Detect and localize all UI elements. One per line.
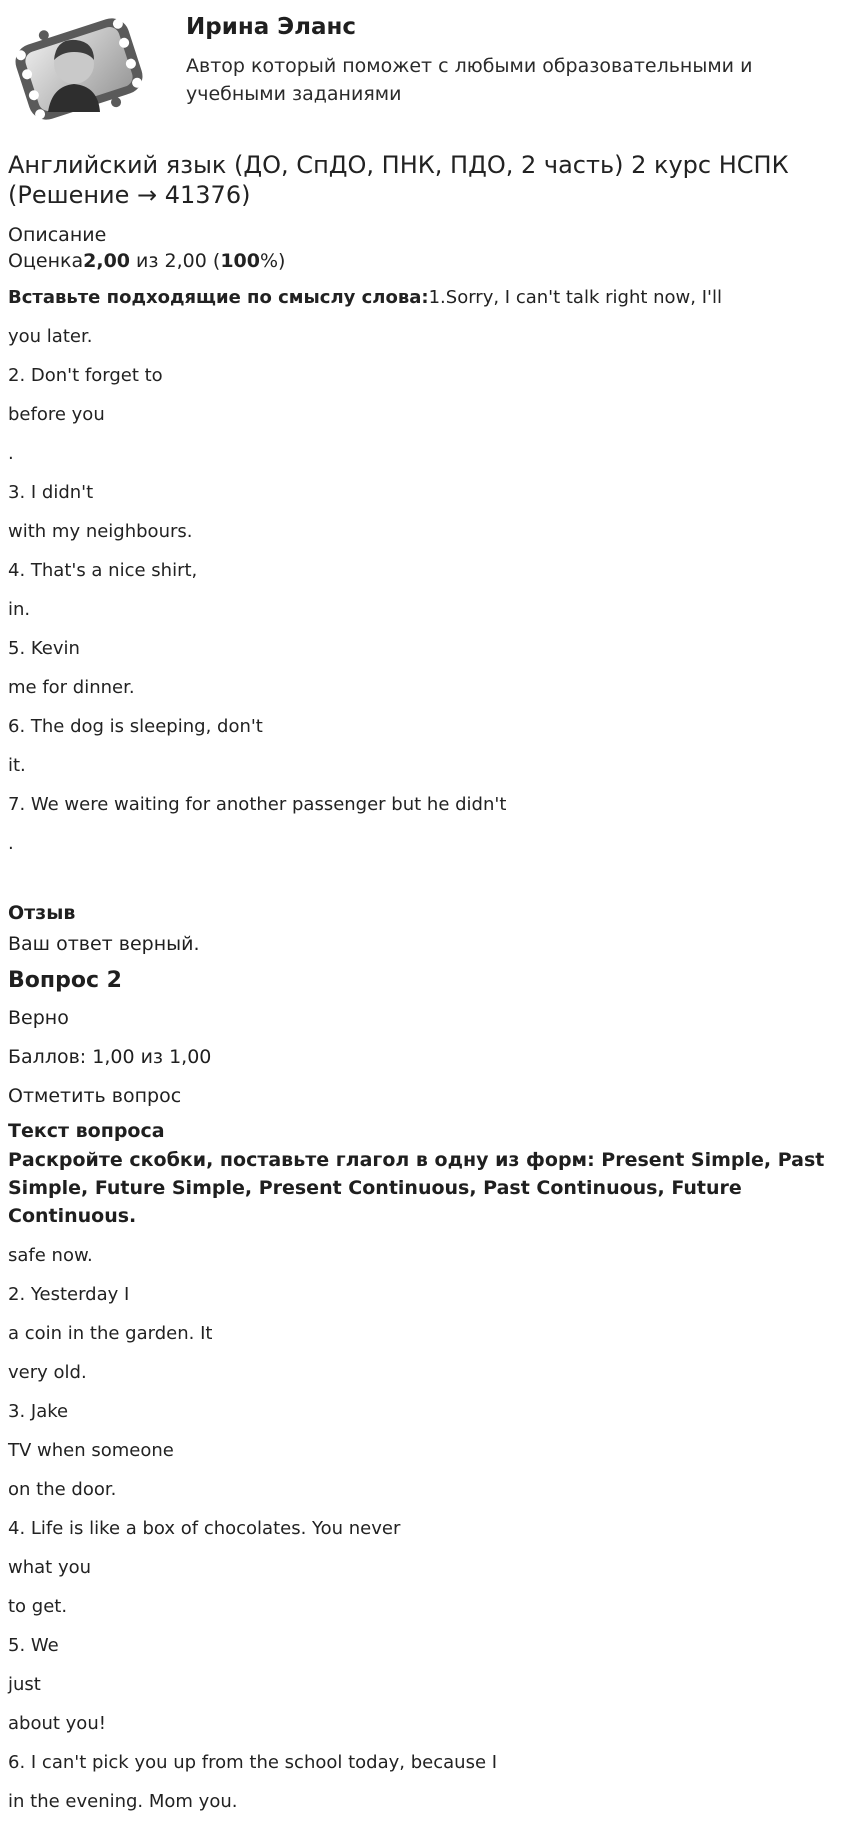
question-line: 6. The dog is sleeping, don't bbox=[8, 716, 263, 737]
question-line: 5. We bbox=[8, 1635, 59, 1656]
question-line: . bbox=[8, 833, 14, 854]
author-name[interactable]: Ирина Эланс bbox=[186, 14, 357, 40]
question-line: 4. That's a nice shirt, bbox=[8, 560, 198, 581]
question-line: very old. bbox=[8, 1362, 87, 1383]
question-2 bbox=[8, 963, 838, 1821]
question-2-title: Вопрос 2 bbox=[8, 968, 122, 993]
question-line: 6. I can't pick you up from the school today, because I bbox=[8, 1752, 498, 1773]
question-score: Баллов: 1,00 из 1,00 bbox=[8, 1046, 212, 1068]
question-1-instruction-bold: Вставьте подходящие по смыслу слова: bbox=[8, 287, 429, 308]
question-line: it. bbox=[8, 755, 26, 776]
feedback-title: Отзыв bbox=[8, 902, 76, 924]
question-line: me for dinner. bbox=[8, 677, 135, 698]
grade-suffix: %) bbox=[259, 250, 286, 272]
question-status: Верно bbox=[8, 1007, 69, 1029]
question-line: with my neighbours. bbox=[8, 521, 193, 542]
question-line: about you! bbox=[8, 1713, 106, 1734]
task-content bbox=[8, 150, 838, 1821]
feedback-text: Ваш ответ верный. bbox=[8, 933, 200, 955]
question-line: . bbox=[8, 443, 14, 464]
question-line: safe now. bbox=[8, 1245, 93, 1266]
author-description: Автор который поможет с любыми образовательными и учебными заданиями bbox=[186, 55, 753, 105]
question-line: before you bbox=[8, 404, 105, 425]
grade-line bbox=[8, 248, 838, 274]
question-line: 3. Jake bbox=[8, 1401, 69, 1422]
question-1 bbox=[8, 278, 838, 959]
question-line: 4. Life is like a box of chocolates. You never bbox=[8, 1518, 401, 1539]
question-line: 2. Don't forget to bbox=[8, 365, 163, 386]
grade-of: из 2,00 ( bbox=[130, 250, 221, 272]
question-line: on the door. bbox=[8, 1479, 117, 1500]
question-1-instruction bbox=[8, 278, 838, 317]
author-header bbox=[0, 0, 847, 140]
question-text-title: Текст вопроса bbox=[8, 1120, 165, 1142]
grade-label: Оценка bbox=[8, 250, 84, 272]
question-line: 3. I didn't bbox=[8, 482, 94, 503]
author-avatar-icon bbox=[8, 8, 150, 130]
question-line: just bbox=[8, 1674, 41, 1695]
flag-question-link[interactable]: Отметить вопрос bbox=[8, 1085, 182, 1107]
description-label: Описание bbox=[8, 224, 107, 246]
question-line: TV when someone bbox=[8, 1440, 174, 1461]
question-line: what you bbox=[8, 1557, 92, 1578]
grade-percent: 100 bbox=[220, 250, 260, 272]
question-line: to get. bbox=[8, 1596, 68, 1617]
question-2-instruction: Раскройте скобки, поставьте глагол в одну из форм: Present Simple, Past Simple, Future Simple, Present Continuous, Past Continuous, Future Continuous. bbox=[8, 1149, 825, 1227]
grade-value: 2,00 bbox=[83, 250, 131, 272]
question-line: you later. bbox=[8, 326, 93, 347]
question-1-instruction-text: 1.Sorry, I can't talk right now, I'll bbox=[428, 287, 722, 308]
page-title: Английский язык (ДО, СпДО, ПНК, ПДО, 2 часть) 2 курс НСПК (Решение → 41376) bbox=[8, 151, 789, 209]
question-line: 7. We were waiting for another passenger but he didn't bbox=[8, 794, 507, 815]
question-line: 5. Kevin bbox=[8, 638, 80, 659]
question-line: 2. Yesterday I bbox=[8, 1284, 130, 1305]
question-line: in the evening. Mom you. bbox=[8, 1791, 238, 1812]
question-line: in. bbox=[8, 599, 31, 620]
question-line: a coin in the garden. It bbox=[8, 1323, 213, 1344]
